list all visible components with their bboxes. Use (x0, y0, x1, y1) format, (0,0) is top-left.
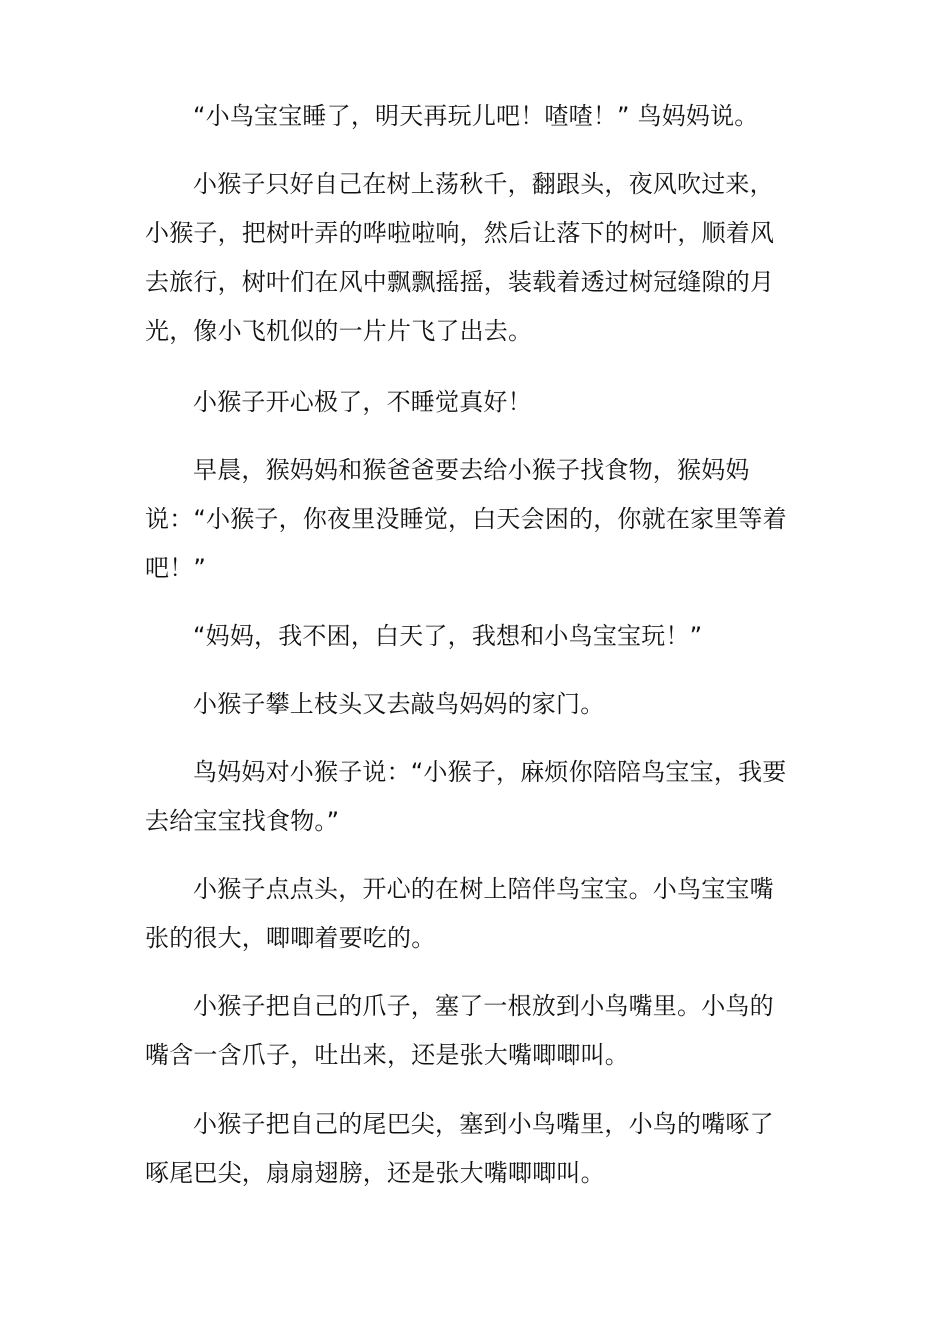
paragraph-1: “小鸟宝宝睡了，明天再玩儿吧！喳喳！” 鸟妈妈说。 (193, 102, 759, 130)
paragraph-3: 小猴子开心极了，不睡觉真好！ (193, 388, 532, 416)
paragraph-2: 小猴子只好自己在树上荡秋千，翻跟头，夜风吹过来，小猴子，把树叶弄的哗啦啦响，然后让落下的树叶，顺着风去旅行，树叶们在风中飘飘摇摇，装载着透过树冠缝隙的月光，像小飞机似的一片片飞了出去。 (145, 170, 775, 345)
paragraph-7: 鸟妈妈对小猴子说：“小猴子，麻烦你陪陪鸟宝宝，我要去给宝宝找食物。” (145, 758, 787, 835)
paragraph-10: 小猴子把自己的尾巴尖，塞到小鸟嘴里，小鸟的嘴啄了啄尾巴尖，扇扇翅膀，还是张大嘴唧唧叫。 (145, 1110, 774, 1187)
paragraph-4: 早晨，猴妈妈和猴爸爸要去给小猴子找食物，猴妈妈说：“小猴子，你夜里没睡觉，白天会困的，你就在家里等着吧！” (145, 456, 787, 582)
paragraph-8: 小猴子点点头，开心的在树上陪伴鸟宝宝。小鸟宝宝嘴张的很大，唧唧着要吃的。 (145, 875, 774, 952)
paragraph-5: “妈妈，我不困，白天了，我想和小鸟宝宝玩！” (193, 622, 703, 650)
paragraph-9: 小猴子把自己的爪子，塞了一根放到小鸟嘴里。小鸟的嘴含一含爪子，吐出来，还是张大嘴唧唧叫。 (145, 992, 774, 1069)
paragraph-6: 小猴子攀上枝头又去敲鸟妈妈的家门。 (193, 690, 605, 718)
